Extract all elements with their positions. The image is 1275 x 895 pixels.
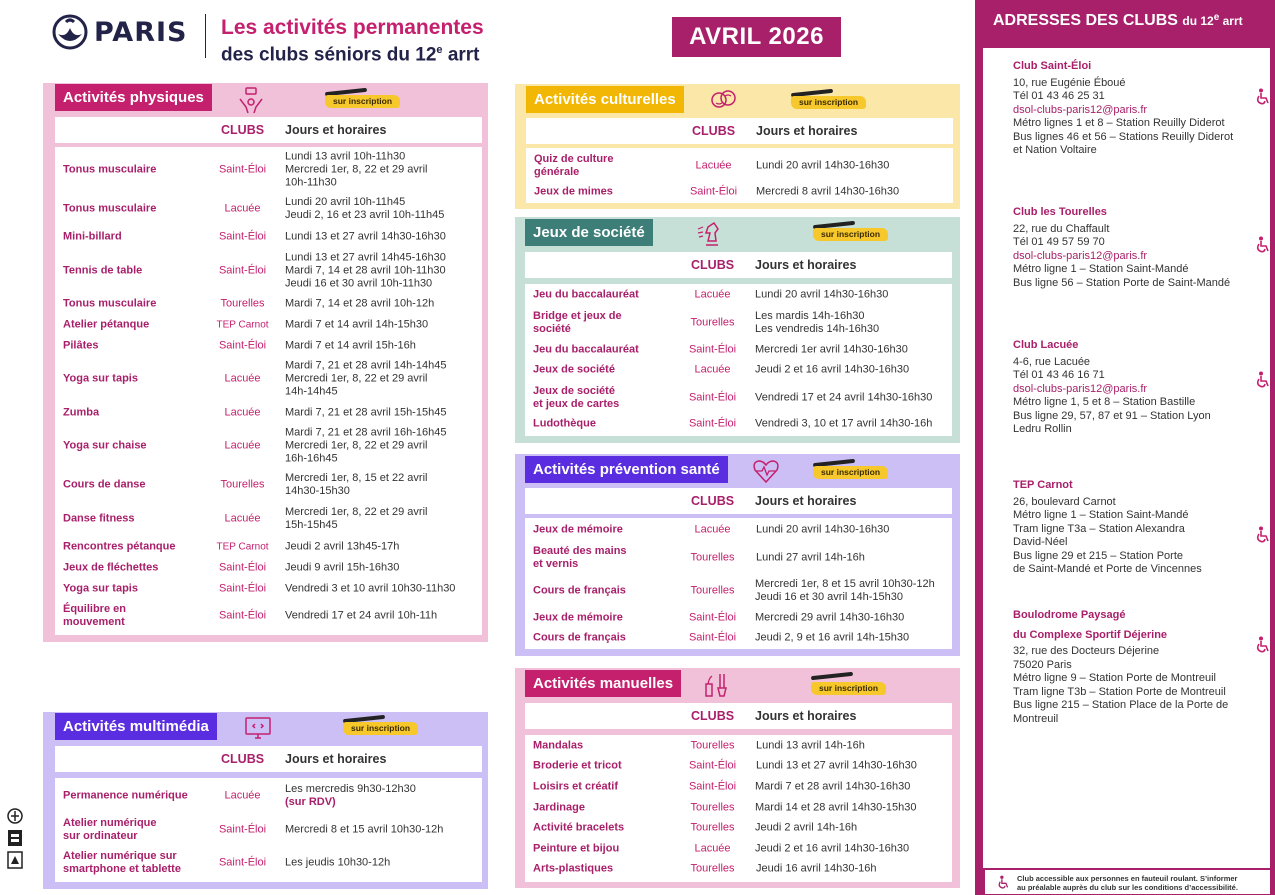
section-jeux-de-societe	[515, 217, 960, 443]
table-row: Jardinage Tourelles Mardi 14 et 28 avril 14h30-15h30	[533, 801, 917, 814]
inscription-tag: sur inscription	[325, 95, 400, 108]
table-row: Tennis de table Saint-Éloi Lundi 13 et 27 avril 14h45-16h30 Mardi 7, 14 et 28 avril 10h-11h30 Jeudi 16 et 30 avril 10h-11h30	[63, 251, 446, 290]
column-header: CLUBS Jours et horaires	[55, 117, 482, 143]
table-row: Zumba Lacuée Mardi 7, 21 et 28 avril 15h-15h45	[63, 406, 447, 419]
schedule-table	[525, 735, 952, 882]
table-row: Jeux de société et jeux de cartes Saint-Éloi Vendredi 17 et 24 avril 14h30-16h30	[533, 385, 933, 410]
paris-logo-text: PARIS	[94, 16, 188, 48]
table-row: Jeux de mémoire Saint-Éloi Mercredi 29 avril 14h30-16h30	[533, 611, 905, 624]
club-address-lacuee: Club Lacuée 4-6, rue Lacuée Tél 01 43 46 16 71 dsol-clubs-paris12@paris.fr Métro ligne 1, 5 et 8 – Station Bastille Bus ligne 29, 57, 87 et 91 – Station Lyon Ledru Rollin	[1013, 339, 1268, 437]
table-row: Mini-billard Saint-Éloi Lundi 13 et 27 avril 14h30-16h30	[63, 230, 446, 243]
table-row: Pilâtes Saint-Éloi Mardi 7 et 14 avril 15h-16h	[63, 339, 416, 352]
accessibility-note: Club accessible aux personnes en fauteuil roulant. S’informer au préalable auprès du club sur les conditions d’accessibilité.	[985, 870, 1270, 894]
table-row: Danse fitness Lacuée Mercredi 1er, 8, 22 et 29 avril 15h-15h45	[63, 506, 428, 531]
theatre-masks-icon	[708, 86, 738, 116]
schedule-table	[55, 147, 482, 635]
table-row: Quiz de culture générale Lacuée Lundi 20 avril 14h30-16h30	[534, 153, 890, 178]
table-row: Cours de français Saint-Éloi Jeudi 2, 9 et 16 avril 14h-15h30	[533, 631, 910, 644]
sidebar-body	[983, 48, 1270, 868]
table-row: Jeux de fléchettes Saint-Éloi Jeudi 9 avril 15h-16h30	[63, 561, 400, 574]
table-row: Jeu du baccalauréat Saint-Éloi Mercredi 1er avril 14h30-16h30	[533, 343, 908, 356]
table-row: Jeu du baccalauréat Lacuée Lundi 20 avril 14h30-16h30	[533, 288, 889, 301]
paris-seal-icon	[6, 850, 24, 870]
inscription-tag: sur inscription	[813, 466, 888, 479]
table-row: Tonus musculaire Saint-Éloi Lundi 13 avril 10h-11h30 Mercredi 1er, 8, 22 et 29 avril 10h-11h30	[63, 150, 428, 189]
schedule-table	[525, 518, 952, 649]
section-title: Jeux de société	[525, 219, 653, 246]
table-row: Broderie et tricot Saint-Éloi Lundi 13 et 27 avril 14h30-16h30	[533, 759, 917, 772]
wheelchair-icon	[1255, 88, 1271, 106]
fitness-hands-icon	[236, 85, 266, 115]
table-row: Peinture et bijou Lacuée Jeudi 2 et 16 avril 14h30-16h30	[533, 842, 910, 855]
wheelchair-icon	[1255, 236, 1271, 254]
table-row: Arts-plastiques Tourelles Jeudi 16 avril 14h30-16h	[533, 862, 877, 875]
schedule-table	[525, 284, 952, 436]
month-badge: AVRIL 2026	[672, 17, 841, 57]
column-header: CLUBS Jours et horaires	[55, 746, 482, 772]
table-row: Atelier numérique sur smartphone et tablette Saint-Éloi Les jeudis 10h30-12h	[63, 850, 391, 875]
paris-ship-logo-icon	[52, 14, 88, 50]
wheelchair-icon	[1255, 636, 1271, 654]
computer-screen-icon	[243, 713, 273, 743]
section-activites-multimedia	[43, 712, 488, 889]
table-row: Jeux de mémoire Lacuée Lundi 20 avril 14h30-16h30	[533, 523, 890, 536]
table-row: Jeux de mimes Saint-Éloi Mercredi 8 avril 14h30-16h30	[534, 185, 900, 198]
table-row: Yoga sur tapis Saint-Éloi Vendredi 3 et 10 avril 10h30-11h30	[63, 582, 456, 595]
section-activites-culturelles	[515, 84, 960, 209]
column-header: CLUBS Jours et horaires	[526, 118, 953, 144]
pen-icon	[811, 672, 853, 680]
paris-logo	[52, 14, 188, 50]
table-row: Jeux de société Lacuée Jeudi 2 et 16 avril 14h30-16h30	[533, 363, 910, 376]
sidebar-title: ADRESSES DES CLUBS du 12e arrt	[993, 12, 1243, 29]
wheelchair-icon	[1255, 371, 1271, 389]
club-address-tourelles: Club les Tourelles 22, rue du Chaffault Tél 01 49 57 59 70 dsol-clubs-paris12@paris.fr Métro ligne 1 – Station Saint-Mandé Bus ligne 56 – Station Porte de Saint-Mandé	[1013, 206, 1268, 290]
column-header: CLUBS Jours et horaires	[525, 252, 952, 278]
section-activites-manuelles	[515, 668, 960, 888]
table-row: Mandalas Tourelles Lundi 13 avril 14h-16h	[533, 739, 865, 752]
wheelchair-icon	[997, 875, 1010, 890]
club-email[interactable]: dsol-clubs-paris12@paris.fr	[1013, 249, 1148, 262]
inscription-tag: sur inscription	[813, 228, 888, 241]
page-title: Les activités permanentes	[221, 16, 484, 39]
table-row: Atelier pétanque TEP Carnot Mardi 7 et 14 avril 14h-15h30	[63, 318, 429, 331]
section-activites-physiques	[43, 83, 488, 642]
schedule-table	[55, 778, 482, 882]
section-title: Activités manuelles	[525, 670, 681, 697]
table-row: Tonus musculaire Tourelles Mardi 7, 14 et 28 avril 10h-12h	[63, 297, 435, 310]
table-row: Yoga sur chaise Lacuée Mardi 7, 21 et 28 avril 16h-16h45 Mercredi 1er, 8, 22 et 29 avril 16h-16h45	[63, 426, 447, 465]
club-addresses-sidebar	[975, 0, 1275, 895]
table-row: Activité bracelets Tourelles Jeudi 2 avril 14h-16h	[533, 821, 858, 834]
table-row: Yoga sur tapis Lacuée Mardi 7, 21 et 28 avril 14h-14h45 Mercredi 1er, 8, 22 et 29 avril 14h-14h45	[63, 359, 447, 398]
page-subtitle: des clubs séniors du 12e arrt	[221, 44, 480, 66]
table-row: Loisirs et créatif Saint-Éloi Mardi 7 et 28 avril 14h30-16h30	[533, 780, 911, 793]
label-badge-icon	[6, 828, 24, 848]
club-email[interactable]: dsol-clubs-paris12@paris.fr	[1013, 103, 1148, 116]
club-address-saint-eloi: Club Saint-Éloi 10, rue Eugénie Éboué Tél 01 43 46 25 31 dsol-clubs-paris12@paris.fr Métro lignes 1 et 8 – Station Reuilly Diderot Bus lignes 46 et 56 – Stations Reuilly Diderot et Nation Voltaire	[1013, 60, 1268, 158]
table-row: Bridge et jeux de société Tourelles Les mardis 14h-16h30 Les vendredis 14h-16h30	[533, 310, 880, 335]
table-row: Beauté des mains et vernis Tourelles Lundi 27 avril 14h-16h	[533, 545, 865, 570]
schedule-table	[526, 148, 953, 203]
section-title: Activités culturelles	[526, 86, 684, 113]
inscription-tag: sur inscription	[343, 722, 418, 735]
section-title: Activités multimédia	[55, 713, 217, 740]
club-address-boulodrome: Boulodrome Paysagé du Complexe Sportif Déjerine 32, rue des Docteurs Déjerine 75020 Paris Métro ligne 9 – Station Porte de Montreuil Tram ligne T3b – Station Porte de Montreuil Bus ligne 215 – Station Place de la Porte de Montreuil	[1013, 609, 1229, 725]
table-row: Cours de français Tourelles Mercredi 1er, 8 et 15 avril 10h30-12h Jeudi 16 et 30 avril 14h-15h30	[533, 578, 935, 603]
club-email[interactable]: dsol-clubs-paris12@paris.fr	[1013, 382, 1148, 395]
table-row: Cours de danse Tourelles Mercredi 1er, 8, 15 et 22 avril 14h30-15h30	[63, 472, 428, 497]
sport-badge-icon	[6, 806, 24, 826]
club-address-tep-carnot: TEP Carnot 26, boulevard Carnot Métro ligne 1 – Station Saint-Mandé Tram ligne T3a – Station Alexandra David-Néel Bus ligne 29 et 215 – Station Porte de Saint-Mandé et Porte de Vincennes	[1013, 479, 1202, 575]
table-row: Équilibre en mouvement Saint-Éloi Vendredi 17 et 24 avril 10h-11h	[63, 603, 438, 628]
header-divider	[205, 14, 206, 58]
section-title: Activités physiques	[55, 84, 212, 111]
table-row: Tonus musculaire Lacuée Lundi 20 avril 10h-11h45 Jeudi 2, 16 et 23 avril 10h-11h45	[63, 196, 445, 221]
inscription-tag: sur inscription	[811, 682, 886, 695]
table-row: Rencontres pétanque TEP Carnot Jeudi 2 avril 13h45-17h	[63, 540, 400, 553]
table-row: Ludothèque Saint-Éloi Vendredi 3, 10 et 17 avril 14h30-16h	[533, 417, 933, 430]
column-header: CLUBS Jours et horaires	[525, 703, 952, 729]
paint-tools-icon	[700, 670, 730, 700]
column-header: CLUBS Jours et horaires	[525, 488, 952, 514]
section-title: Activités prévention santé	[525, 456, 728, 483]
heart-pulse-icon	[751, 456, 781, 486]
table-row: Permanence numérique Lacuée Les mercredis 9h30-12h30 (sur RDV)	[63, 783, 416, 808]
wheelchair-icon	[1255, 526, 1271, 544]
inscription-tag: sur inscription	[791, 96, 866, 109]
section-prevention-sante	[515, 454, 960, 656]
chess-knight-icon	[696, 219, 726, 249]
table-row: Atelier numérique sur ordinateur Saint-Éloi Mercredi 8 et 15 avril 10h30-12h	[63, 817, 444, 842]
